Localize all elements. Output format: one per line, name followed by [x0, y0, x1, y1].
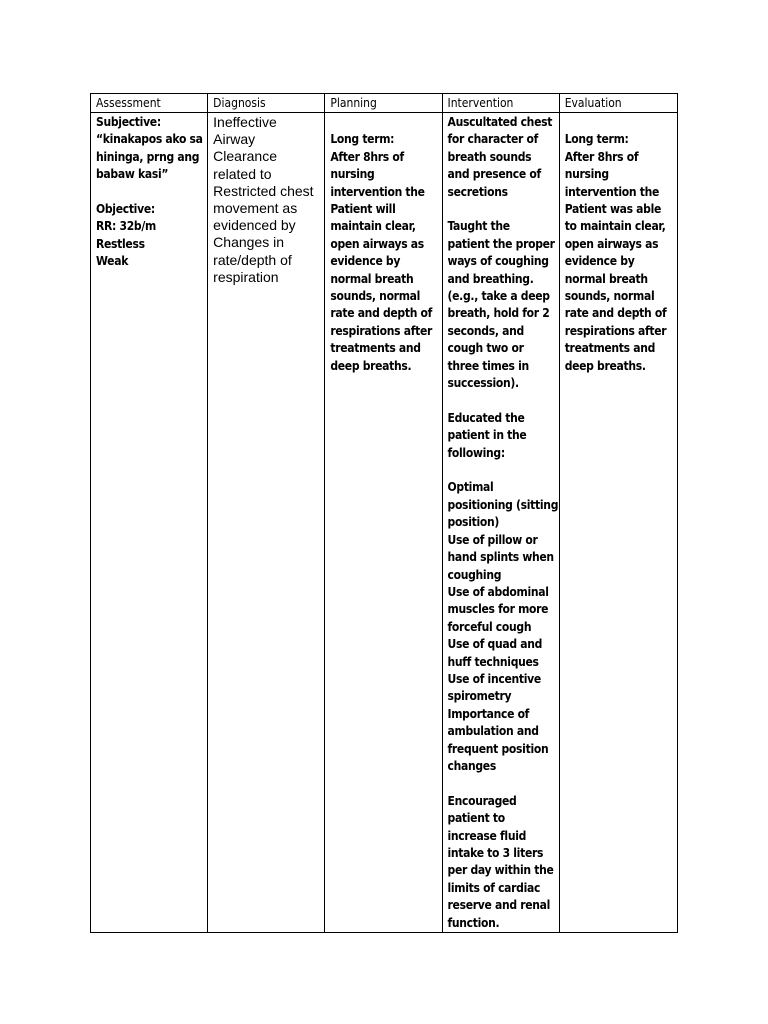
intervention-line: Importance of	[447, 706, 530, 721]
intervention-line: cough two or	[447, 341, 524, 356]
objective-line: Weak	[96, 254, 129, 269]
intervention-line: frequent position	[447, 741, 549, 756]
intervention-line: Taught the	[447, 219, 510, 234]
evaluation-line: Patient was able	[564, 202, 662, 217]
intervention-line: increase fluid	[447, 828, 527, 843]
diagnosis-line: Clearance	[213, 148, 277, 165]
evaluation-line: normal breath	[564, 271, 648, 286]
diagnosis-line: evidenced by	[213, 217, 296, 234]
intervention-line: intake to 3 liters	[447, 846, 544, 860]
subjective-line: babaw kasi”	[96, 167, 169, 182]
intervention-line: ambulation and	[447, 724, 539, 739]
diagnosis-line: Ineffective	[213, 114, 277, 130]
planning-line: Long term:	[330, 132, 395, 147]
intervention-line: reserve and renal	[447, 898, 551, 913]
evaluation-line: sounds, normal	[564, 289, 655, 304]
evaluation-line: respirations after	[564, 323, 667, 338]
planning-line: After 8hrs of	[330, 149, 404, 164]
intervention-line: seconds, and	[447, 323, 524, 338]
planning-line: evidence by	[330, 254, 401, 269]
intervention-line: Use of pillow or	[447, 532, 538, 547]
intervention-line: position)	[447, 515, 499, 530]
intervention-line: Use of quad and	[447, 637, 543, 652]
planning-cell	[325, 113, 442, 933]
intervention-line: patient in the	[447, 428, 527, 443]
objective-label: Objective:	[96, 202, 155, 217]
intervention-line: Auscultated chest	[447, 115, 553, 129]
intervention-line: Educated the	[447, 410, 525, 425]
planning-line: intervention the	[330, 184, 425, 199]
planning-line: Patient will	[330, 202, 396, 217]
assessment-cell	[91, 113, 208, 933]
intervention-line: function.	[447, 915, 500, 930]
intervention-line: Encouraged	[447, 793, 517, 808]
intervention-line: breath sounds	[447, 149, 532, 164]
planning-line: deep breaths.	[330, 358, 412, 373]
planning-line: maintain clear,	[330, 219, 416, 234]
planning-line: respirations after	[330, 323, 432, 338]
diagnosis-line: respiration	[213, 268, 279, 285]
planning-line: sounds, normal	[330, 289, 421, 304]
intervention-line: breath, hold for 2	[447, 306, 550, 321]
subjective-line: hininga, prng ang	[96, 149, 200, 164]
intervention-line: Use of incentive	[447, 671, 541, 686]
intervention-line: following:	[447, 445, 505, 460]
header-assessment: Assessment	[91, 94, 208, 113]
intervention-line: forceful cough	[447, 619, 532, 634]
intervention-line: and presence of	[447, 167, 541, 182]
intervention-line: changes	[447, 758, 496, 773]
evaluation-cell	[559, 113, 677, 933]
intervention-line: positioning (sitting	[447, 497, 559, 512]
diagnosis-line: Airway	[213, 131, 256, 148]
intervention-line: secretions	[447, 184, 508, 199]
evaluation-line: evidence by	[564, 254, 635, 269]
intervention-line: three times in	[447, 358, 529, 373]
intervention-line: limits of cardiac	[447, 880, 541, 895]
nursing-care-plan-table	[90, 93, 678, 933]
subjective-label: Subjective:	[96, 115, 161, 129]
objective-line: RR: 32b/m	[96, 219, 156, 234]
intervention-line: huff techniques	[447, 654, 539, 669]
intervention-line: succession).	[447, 376, 519, 391]
intervention-cell	[442, 113, 559, 933]
header-row	[91, 94, 678, 113]
intervention-line: Use of abdominal	[447, 584, 549, 599]
planning-line: nursing	[330, 167, 375, 182]
header-diagnosis: Diagnosis	[208, 94, 325, 113]
care-plan-row	[91, 113, 678, 933]
evaluation-line: nursing	[564, 167, 609, 182]
diagnosis-line: related to	[213, 165, 272, 182]
intervention-line: patient to	[447, 811, 505, 826]
intervention-line: Optimal	[447, 480, 494, 495]
diagnosis-line: Changes in	[213, 234, 284, 251]
evaluation-line: intervention the	[564, 184, 660, 199]
evaluation-line: treatments and	[564, 341, 656, 356]
evaluation-line: After 8hrs of	[564, 149, 639, 164]
intervention-line: coughing	[447, 567, 502, 582]
evaluation-line: open airways as	[564, 236, 659, 251]
header-planning: Planning	[325, 94, 442, 113]
evaluation-line: rate and depth of	[564, 306, 667, 321]
evaluation-line: Long term:	[564, 132, 629, 147]
planning-line: open airways as	[330, 236, 424, 251]
diagnosis-line: movement as	[213, 200, 298, 217]
planning-line: rate and depth of	[330, 306, 433, 321]
planning-line: normal breath	[330, 271, 414, 286]
intervention-line: hand splints when	[447, 550, 554, 565]
diagnosis-line: rate/depth of	[213, 251, 292, 268]
planning-line: treatments and	[330, 341, 421, 356]
evaluation-line: to maintain clear,	[564, 219, 666, 234]
objective-line: Restless	[96, 236, 145, 251]
header-intervention: Intervention	[442, 94, 559, 113]
intervention-line: per day within the	[447, 863, 554, 878]
diagnosis-cell	[208, 113, 325, 933]
intervention-line: spirometry	[447, 689, 512, 704]
intervention-line: muscles for more	[447, 602, 549, 617]
intervention-line: (e.g., take a deep	[447, 289, 550, 304]
intervention-line: and breathing.	[447, 271, 534, 286]
intervention-line: patient the proper	[447, 236, 555, 251]
intervention-line: for character of	[447, 132, 538, 147]
diagnosis-line: Restricted chest	[213, 182, 314, 199]
evaluation-line: deep breaths.	[564, 358, 646, 373]
subjective-line: “kinakapos ako sa	[96, 132, 203, 147]
header-evaluation: Evaluation	[559, 94, 677, 113]
intervention-line: ways of coughing	[447, 254, 549, 269]
